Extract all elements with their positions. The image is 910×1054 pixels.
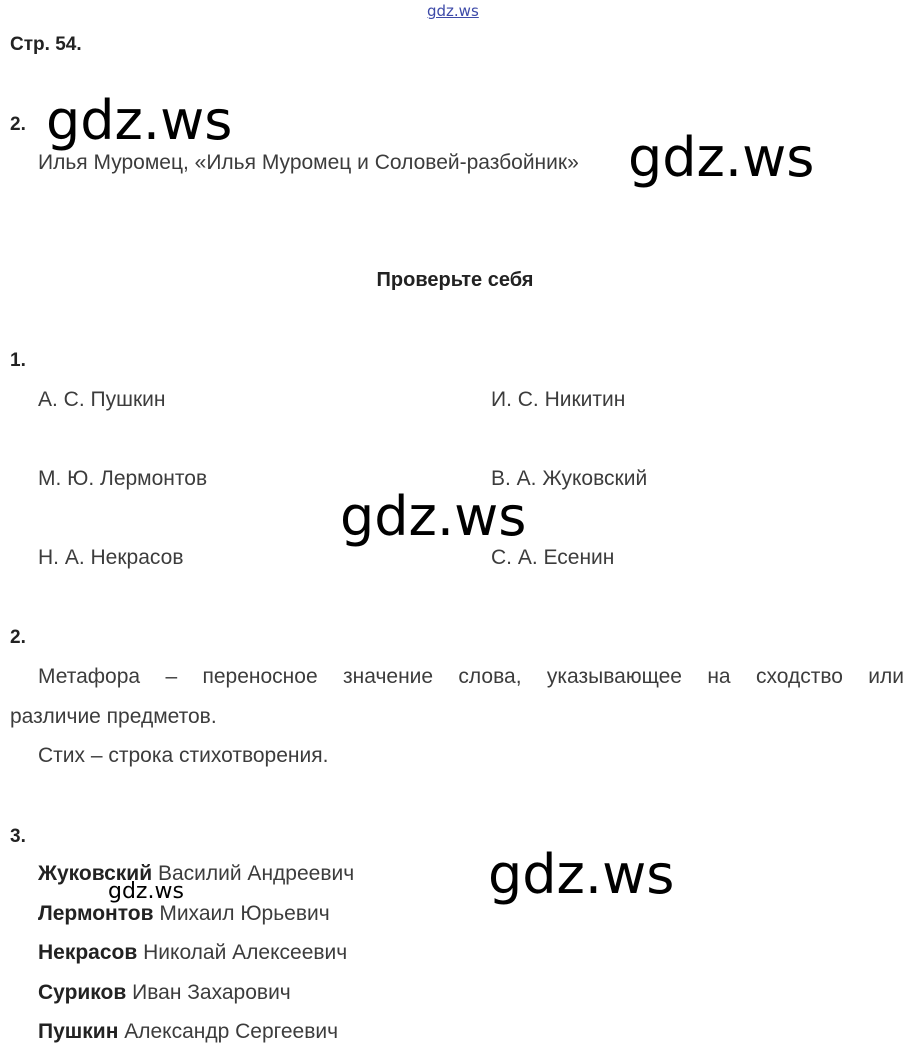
poet-surname: Жуковский (38, 862, 153, 885)
task1-left-item: М. Ю. Лермонтов (38, 467, 208, 490)
task1-right-item: В. А. Жуковский (491, 467, 648, 490)
task1-right-item: И. С. Никитин (491, 388, 626, 411)
poet-row (38, 862, 354, 886)
poet-row (38, 941, 347, 965)
watermark-link-top[interactable]: gdz.ws (427, 2, 479, 20)
intro-text: Илья Муромец, «Илья Муромец и Соловей-разбойник» (38, 151, 579, 174)
page-header: Стр. 54. (10, 34, 82, 55)
poet-name: Николай Алексеевич (143, 941, 348, 964)
task3-number: 3. (10, 826, 26, 847)
watermark-large-3: gdz.ws (340, 485, 527, 548)
task1-right-item: С. А. Есенин (491, 546, 615, 569)
watermark-large-4: gdz.ws (488, 843, 675, 906)
watermark-large-2: gdz.ws (628, 126, 815, 189)
watermark-large-1: gdz.ws (46, 89, 233, 152)
poet-surname: Лермонтов (38, 902, 154, 925)
poet-name: Александр Сергеевич (124, 1020, 339, 1043)
poet-row (38, 981, 291, 1005)
task1-left-item: Н. А. Некрасов (38, 546, 184, 569)
task2-number: 2. (10, 627, 26, 648)
poet-surname: Некрасов (38, 941, 138, 964)
task1-number: 1. (10, 350, 26, 371)
poet-name: Василий Андреевич (157, 862, 355, 885)
task2-line3: Стих – строка стихотворения. (38, 744, 329, 767)
section-title: Проверьте себя (376, 269, 534, 291)
intro-number: 2. (10, 114, 26, 135)
task2-line2: различие предметов. (10, 705, 217, 728)
poet-surname: Пушкин (38, 1020, 119, 1043)
poet-name: Иван Захарович (132, 981, 291, 1004)
task2-line1: Метафора – переносное значение слова, указывающее на сходство или (38, 665, 904, 688)
poet-surname: Суриков (38, 981, 127, 1004)
poet-row (38, 902, 330, 926)
poet-name: Михаил Юрьевич (159, 902, 330, 925)
task1-left-item: А. С. Пушкин (38, 388, 166, 411)
poet-row (38, 1020, 338, 1044)
watermark-small: gdz.ws (108, 879, 184, 904)
